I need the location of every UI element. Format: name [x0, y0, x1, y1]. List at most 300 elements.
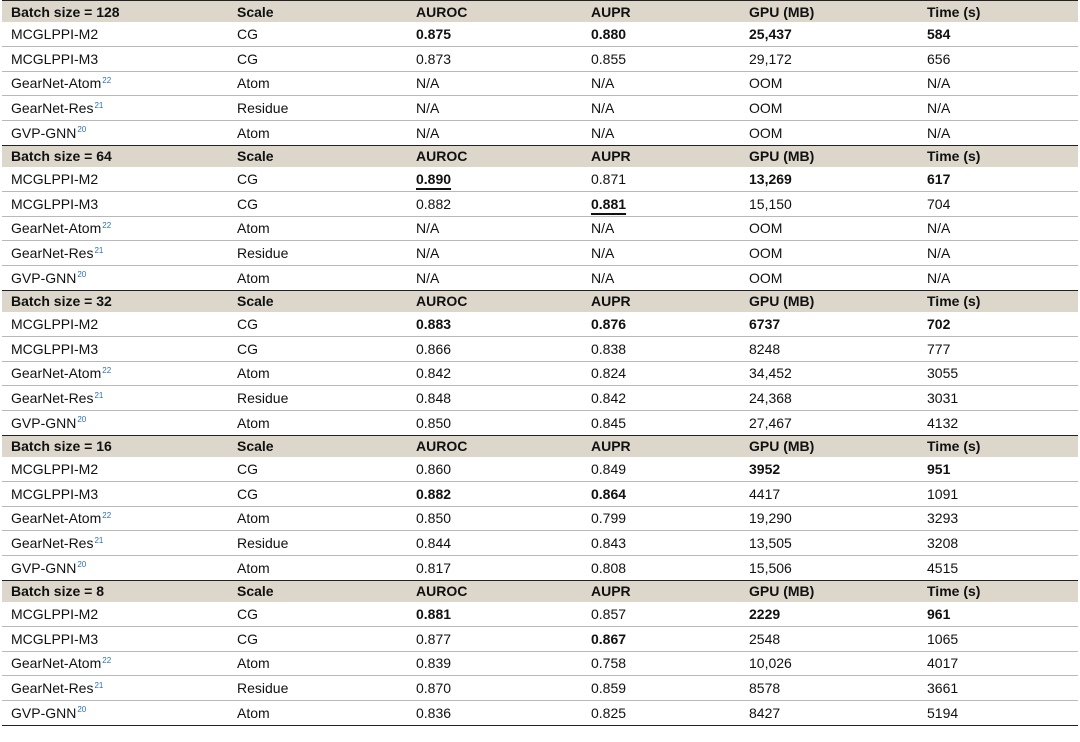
auroc-value: 0.842	[416, 365, 452, 382]
batch-header-row	[2, 580, 1078, 602]
model-name-cell	[2, 701, 232, 726]
time-value: N/A	[927, 220, 951, 237]
aupr-cell	[582, 46, 740, 71]
time-value: N/A	[927, 100, 951, 117]
aupr-cell	[582, 651, 740, 676]
auroc-cell	[407, 216, 582, 241]
aupr-cell	[582, 701, 740, 726]
time-value: 3031	[927, 390, 959, 407]
time-value: N/A	[927, 75, 951, 92]
time-value: 1065	[927, 630, 959, 647]
model-name: MCGLPPI-M2	[11, 460, 99, 477]
time-value: 656	[927, 50, 951, 67]
time-value: 4017	[927, 655, 959, 672]
aupr-cell	[582, 411, 740, 436]
auroc-cell	[407, 626, 582, 651]
scale-cell	[232, 71, 407, 96]
model-name-cell	[2, 626, 232, 651]
column-header: AUROC	[407, 290, 582, 312]
auroc-value: 0.848	[416, 390, 452, 407]
model-name-cell	[2, 46, 232, 71]
table-row	[2, 626, 1078, 651]
column-header: Scale	[232, 1, 407, 23]
reference-superscript[interactable]: 21	[94, 100, 104, 110]
gpu-cell	[740, 167, 918, 191]
model-name: GVP-GNN	[11, 270, 77, 287]
time-cell	[918, 386, 1078, 411]
scale-cell	[232, 216, 407, 241]
model-name-cell	[2, 71, 232, 96]
aupr-value: 0.857	[591, 605, 627, 622]
gpu-value: 19,290	[749, 510, 792, 527]
model-name: GVP-GNN	[11, 705, 77, 722]
batch-header-row	[2, 1, 1078, 23]
table-row	[2, 71, 1078, 96]
reference-superscript[interactable]: 22	[102, 75, 112, 85]
batch-header-row	[2, 145, 1078, 167]
aupr-value: 0.881	[591, 195, 627, 212]
auroc-cell	[407, 457, 582, 481]
gpu-value: 13,505	[749, 535, 792, 552]
time-cell	[918, 506, 1078, 531]
table-row	[2, 266, 1078, 291]
time-value: N/A	[927, 245, 951, 262]
aupr-cell	[582, 481, 740, 506]
model-name: MCGLPPI-M2	[11, 170, 99, 187]
auroc-value: 0.844	[416, 535, 452, 552]
model-name: MCGLPPI-M3	[11, 50, 99, 67]
gpu-cell	[740, 626, 918, 651]
model-name-cell	[2, 531, 232, 556]
table-row	[2, 701, 1078, 726]
auroc-cell	[407, 71, 582, 96]
scale-value: CG	[237, 485, 258, 502]
model-name-cell	[2, 651, 232, 676]
auroc-value: 0.882	[416, 195, 452, 212]
scale-value: Residue	[237, 100, 289, 117]
model-name-cell	[2, 506, 232, 531]
column-header: Time (s)	[918, 290, 1078, 312]
time-cell	[918, 71, 1078, 96]
model-name-cell	[2, 266, 232, 291]
auroc-cell	[407, 241, 582, 266]
column-header: AUPR	[582, 435, 740, 457]
aupr-cell	[582, 22, 740, 46]
aupr-cell	[582, 457, 740, 481]
auroc-value: 0.873	[416, 50, 452, 67]
model-name-cell	[2, 411, 232, 436]
gpu-cell	[740, 96, 918, 121]
column-header: GPU (MB)	[740, 290, 918, 312]
aupr-cell	[582, 121, 740, 146]
time-value: 1091	[927, 485, 959, 502]
scale-cell	[232, 602, 407, 626]
column-header: Time (s)	[918, 145, 1078, 167]
auroc-cell	[407, 651, 582, 676]
aupr-value: 0.799	[591, 510, 627, 527]
time-cell	[918, 361, 1078, 386]
time-value: 617	[927, 170, 951, 187]
scale-cell	[232, 336, 407, 361]
auroc-cell	[407, 411, 582, 436]
reference-superscript[interactable]: 22	[102, 510, 112, 520]
results-table	[2, 0, 1078, 726]
reference-superscript[interactable]: 20	[77, 270, 87, 280]
auroc-cell	[407, 191, 582, 216]
gpu-cell	[740, 216, 918, 241]
auroc-cell	[407, 96, 582, 121]
gpu-value: 13,269	[749, 170, 792, 187]
auroc-value: 0.860	[416, 460, 452, 477]
gpu-cell	[740, 386, 918, 411]
table-row	[2, 96, 1078, 121]
model-name: GVP-GNN	[11, 560, 77, 577]
auroc-value: 0.875	[416, 25, 452, 42]
scale-value: CG	[237, 195, 258, 212]
gpu-value: 6737	[749, 315, 781, 332]
reference-superscript[interactable]: 21	[94, 245, 104, 255]
column-header: Time (s)	[918, 435, 1078, 457]
reference-superscript[interactable]: 21	[94, 390, 104, 400]
reference-superscript[interactable]: 21	[94, 535, 104, 545]
time-cell	[918, 96, 1078, 121]
auroc-value: N/A	[416, 125, 440, 142]
auroc-cell	[407, 336, 582, 361]
time-cell	[918, 46, 1078, 71]
model-name: GearNet-Atom	[11, 365, 102, 382]
auroc-cell	[407, 506, 582, 531]
column-header: AUPR	[582, 580, 740, 602]
gpu-cell	[740, 336, 918, 361]
gpu-value: OOM	[749, 100, 783, 117]
time-value: N/A	[927, 125, 951, 142]
model-name-cell	[2, 361, 232, 386]
time-value: N/A	[927, 270, 951, 287]
aupr-value: N/A	[591, 245, 615, 262]
batch-size-label: Batch size = 8	[2, 580, 232, 602]
scale-value: CG	[237, 25, 258, 42]
model-name: GVP-GNN	[11, 125, 77, 142]
gpu-value: OOM	[749, 125, 783, 142]
model-name-cell	[2, 386, 232, 411]
time-cell	[918, 651, 1078, 676]
model-name: MCGLPPI-M2	[11, 25, 99, 42]
model-name: MCGLPPI-M3	[11, 630, 99, 647]
aupr-value: 0.838	[591, 340, 627, 357]
time-value: 3208	[927, 535, 959, 552]
auroc-cell	[407, 167, 582, 191]
aupr-cell	[582, 626, 740, 651]
aupr-value: 0.864	[591, 485, 627, 502]
table-row	[2, 651, 1078, 676]
reference-superscript[interactable]: 20	[77, 125, 87, 135]
gpu-cell	[740, 481, 918, 506]
scale-cell	[232, 701, 407, 726]
scale-value: Atom	[237, 705, 270, 722]
auroc-cell	[407, 266, 582, 291]
scale-value: CG	[237, 605, 258, 622]
table-row	[2, 167, 1078, 191]
gpu-cell	[740, 556, 918, 581]
table-row	[2, 481, 1078, 506]
batch-header-row	[2, 435, 1078, 457]
reference-superscript[interactable]: 20	[77, 560, 87, 570]
model-name: GearNet-Atom	[11, 220, 102, 237]
model-name: GearNet-Atom	[11, 75, 102, 92]
aupr-value: 0.758	[591, 655, 627, 672]
scale-value: CG	[237, 315, 258, 332]
time-value: 702	[927, 315, 951, 332]
gpu-cell	[740, 457, 918, 481]
aupr-value: 0.849	[591, 460, 627, 477]
gpu-value: 15,506	[749, 560, 792, 577]
reference-superscript[interactable]: 20	[77, 415, 87, 425]
scale-cell	[232, 676, 407, 701]
aupr-value: 0.842	[591, 390, 627, 407]
gpu-cell	[740, 312, 918, 336]
auroc-value: 0.817	[416, 560, 452, 577]
time-cell	[918, 411, 1078, 436]
scale-value: Atom	[237, 560, 270, 577]
auroc-cell	[407, 121, 582, 146]
gpu-value: 29,172	[749, 50, 792, 67]
column-header: GPU (MB)	[740, 580, 918, 602]
scale-value: Residue	[237, 535, 289, 552]
aupr-value: N/A	[591, 75, 615, 92]
table-row	[2, 191, 1078, 216]
aupr-value: 0.880	[591, 25, 627, 42]
auroc-value: 0.870	[416, 680, 452, 697]
aupr-value: 0.855	[591, 50, 627, 67]
table-row	[2, 411, 1078, 436]
aupr-value: N/A	[591, 100, 615, 117]
column-header: AUROC	[407, 145, 582, 167]
scale-cell	[232, 46, 407, 71]
auroc-cell	[407, 556, 582, 581]
aupr-value: 0.871	[591, 170, 627, 187]
column-header: Scale	[232, 435, 407, 457]
aupr-value: 0.859	[591, 680, 627, 697]
auroc-value: 0.883	[416, 315, 452, 332]
table-row	[2, 312, 1078, 336]
auroc-cell	[407, 602, 582, 626]
column-header: Time (s)	[918, 580, 1078, 602]
table-row	[2, 336, 1078, 361]
scale-value: Residue	[237, 245, 289, 262]
gpu-value: 8578	[749, 680, 781, 697]
gpu-value: 8248	[749, 340, 781, 357]
gpu-cell	[740, 531, 918, 556]
model-name: GearNet-Res	[11, 245, 94, 262]
model-name-cell	[2, 191, 232, 216]
table-row	[2, 457, 1078, 481]
model-name-cell	[2, 481, 232, 506]
scale-cell	[232, 22, 407, 46]
table-row	[2, 676, 1078, 701]
time-cell	[918, 266, 1078, 291]
time-cell	[918, 121, 1078, 146]
time-value: 584	[927, 25, 951, 42]
table-row	[2, 216, 1078, 241]
auroc-value: 0.882	[416, 485, 452, 502]
time-value: 704	[927, 195, 951, 212]
scale-cell	[232, 191, 407, 216]
gpu-cell	[740, 22, 918, 46]
gpu-value: 27,467	[749, 415, 792, 432]
model-name-cell	[2, 167, 232, 191]
gpu-value: 2548	[749, 630, 781, 647]
column-header: AUPR	[582, 1, 740, 23]
time-value: 4515	[927, 560, 959, 577]
reference-superscript[interactable]: 22	[102, 220, 112, 230]
model-name: GearNet-Res	[11, 680, 94, 697]
time-cell	[918, 701, 1078, 726]
model-name-cell	[2, 312, 232, 336]
scale-cell	[232, 96, 407, 121]
column-header: Scale	[232, 580, 407, 602]
gpu-cell	[740, 506, 918, 531]
scale-cell	[232, 556, 407, 581]
auroc-value: N/A	[416, 245, 440, 262]
aupr-value: 0.876	[591, 315, 627, 332]
table-row	[2, 602, 1078, 626]
model-name-cell	[2, 336, 232, 361]
table-row	[2, 531, 1078, 556]
reference-superscript[interactable]: 21	[94, 680, 104, 690]
aupr-cell	[582, 96, 740, 121]
aupr-cell	[582, 386, 740, 411]
model-name-cell	[2, 457, 232, 481]
table-row	[2, 241, 1078, 266]
column-header: Scale	[232, 145, 407, 167]
auroc-value: N/A	[416, 75, 440, 92]
time-cell	[918, 481, 1078, 506]
batch-header-row	[2, 290, 1078, 312]
gpu-cell	[740, 46, 918, 71]
model-name: MCGLPPI-M2	[11, 315, 99, 332]
column-header: Time (s)	[918, 1, 1078, 23]
auroc-value: 0.877	[416, 630, 452, 647]
gpu-value: 15,150	[749, 195, 792, 212]
scale-cell	[232, 121, 407, 146]
auroc-value: 0.850	[416, 510, 452, 527]
model-name: MCGLPPI-M3	[11, 485, 99, 502]
auroc-cell	[407, 386, 582, 411]
scale-cell	[232, 241, 407, 266]
reference-superscript[interactable]: 22	[102, 365, 112, 375]
table-row	[2, 556, 1078, 581]
scale-value: Atom	[237, 510, 270, 527]
time-cell	[918, 191, 1078, 216]
gpu-value: 8427	[749, 705, 781, 722]
scale-cell	[232, 312, 407, 336]
aupr-cell	[582, 506, 740, 531]
gpu-value: 3952	[749, 460, 781, 477]
scale-cell	[232, 457, 407, 481]
model-name-cell	[2, 121, 232, 146]
time-value: 3055	[927, 365, 959, 382]
auroc-value: 0.836	[416, 705, 452, 722]
time-cell	[918, 531, 1078, 556]
scale-cell	[232, 506, 407, 531]
time-cell	[918, 676, 1078, 701]
scale-value: CG	[237, 630, 258, 647]
gpu-value: OOM	[749, 270, 783, 287]
scale-cell	[232, 411, 407, 436]
time-cell	[918, 216, 1078, 241]
gpu-value: 2229	[749, 605, 781, 622]
aupr-cell	[582, 241, 740, 266]
gpu-cell	[740, 651, 918, 676]
model-name-cell	[2, 96, 232, 121]
auroc-cell	[407, 676, 582, 701]
model-name-cell	[2, 241, 232, 266]
model-name-cell	[2, 556, 232, 581]
scale-value: Atom	[237, 655, 270, 672]
aupr-cell	[582, 361, 740, 386]
aupr-cell	[582, 216, 740, 241]
gpu-value: 24,368	[749, 390, 792, 407]
time-cell	[918, 22, 1078, 46]
time-value: 4132	[927, 415, 959, 432]
time-cell	[918, 336, 1078, 361]
aupr-cell	[582, 676, 740, 701]
aupr-value: 0.825	[591, 705, 627, 722]
auroc-value: 0.890	[416, 170, 452, 187]
scale-cell	[232, 386, 407, 411]
auroc-cell	[407, 312, 582, 336]
model-name: GearNet-Atom	[11, 510, 102, 527]
scale-value: Residue	[237, 680, 289, 697]
results-table-body	[2, 1, 1078, 726]
model-name: GearNet-Atom	[11, 655, 102, 672]
aupr-value: N/A	[591, 270, 615, 287]
reference-superscript[interactable]: 20	[77, 705, 87, 715]
gpu-cell	[740, 71, 918, 96]
aupr-cell	[582, 167, 740, 191]
auroc-value: N/A	[416, 220, 440, 237]
scale-value: Atom	[237, 75, 270, 92]
gpu-cell	[740, 266, 918, 291]
gpu-cell	[740, 602, 918, 626]
time-cell	[918, 457, 1078, 481]
column-header: GPU (MB)	[740, 145, 918, 167]
scale-cell	[232, 361, 407, 386]
column-header: GPU (MB)	[740, 1, 918, 23]
auroc-cell	[407, 361, 582, 386]
scale-cell	[232, 651, 407, 676]
table-row	[2, 22, 1078, 46]
gpu-cell	[740, 676, 918, 701]
time-cell	[918, 602, 1078, 626]
column-header: AUROC	[407, 435, 582, 457]
batch-size-label: Batch size = 128	[2, 1, 232, 23]
aupr-value: N/A	[591, 125, 615, 142]
column-header: GPU (MB)	[740, 435, 918, 457]
model-name: MCGLPPI-M2	[11, 605, 99, 622]
auroc-value: N/A	[416, 100, 440, 117]
model-name-cell	[2, 602, 232, 626]
scale-cell	[232, 626, 407, 651]
gpu-cell	[740, 241, 918, 266]
scale-cell	[232, 531, 407, 556]
table-row	[2, 121, 1078, 146]
gpu-cell	[740, 701, 918, 726]
reference-superscript[interactable]: 22	[102, 655, 112, 665]
time-value: 777	[927, 340, 951, 357]
time-value: 3293	[927, 510, 959, 527]
auroc-value: 0.839	[416, 655, 452, 672]
